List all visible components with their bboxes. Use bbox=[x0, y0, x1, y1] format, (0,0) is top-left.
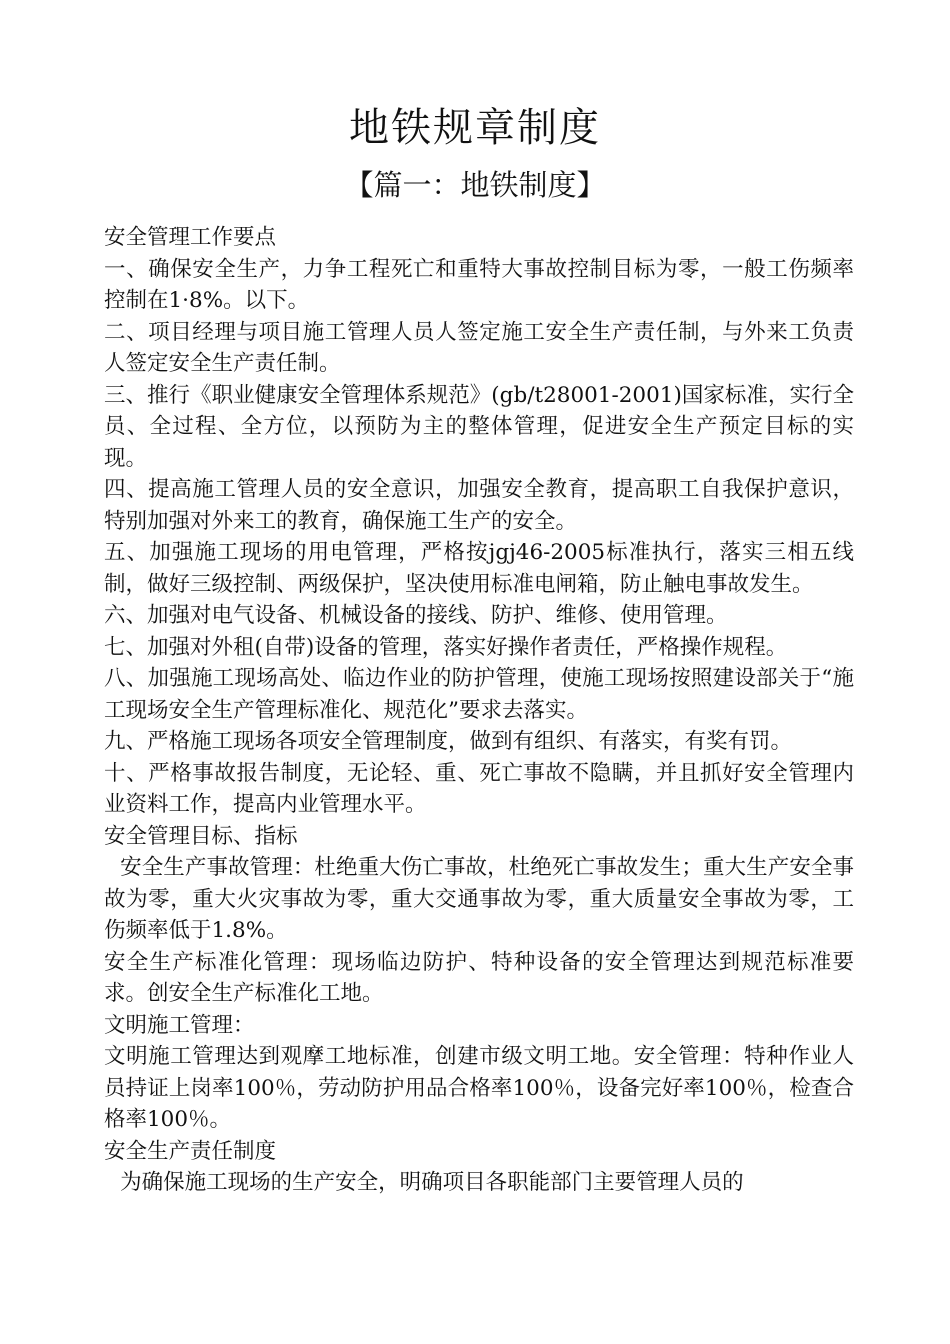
document-body bbox=[104, 222, 854, 1199]
paragraph-item-9: 九、严格施工现场各项安全管理制度，做到有组织、有落实，有奖有罚。 bbox=[104, 729, 793, 754]
paragraph-civilized-construction: 文明施工管理达到观摩工地标准，创建市级文明工地。安全管理：特种作业人员持证上岗率100％，劳动防护用品合格率100％，设备完好率100％，检查合格率100％。 bbox=[104, 1044, 854, 1132]
document-title: 地铁规章制度 bbox=[349, 105, 601, 151]
paragraph-item-8: 八、加强施工现场高处、临边作业的防护管理，使施工现场按照建设部关于“施工现场安全生产管理标准化、规范化”要求去落实。 bbox=[104, 666, 854, 723]
paragraph-responsibility-intro: 为确保施工现场的生产安全，明确项目各职能部门主要管理人员的 bbox=[120, 1170, 744, 1195]
section-heading-safety-targets: 安全管理目标、指标 bbox=[104, 823, 298, 849]
paragraph-item-5: 五、加强施工现场的用电管理，严格按jgj46-2005标准执行，落实三相五线制，做好三级控制、两级保护，坚决使用标准电闸箱，防止触电事故发生。 bbox=[104, 540, 854, 597]
paragraph-accident-management: 安全生产事故管理：杜绝重大伤亡事故，杜绝死亡事故发生；重大生产安全事故为零，重大火灾事故为零，重大交通事故为零，重大质量安全事故为零，工伤频率低于1.8%。 bbox=[104, 855, 854, 943]
paragraph-item-4: 四、提高施工管理人员的安全意识，加强安全教育，提高职工自我保护意识，特别加强对外来工的教育，确保施工生产的安全。 bbox=[104, 477, 854, 534]
section-heading-civilized-construction: 文明施工管理： bbox=[104, 1012, 255, 1038]
paragraph-item-1: 一、确保安全生产，力争工程死亡和重特大事故控制目标为零，一般工伤频率控制在1·8%。以下。 bbox=[104, 256, 854, 313]
section-heading-responsibility-system: 安全生产责任制度 bbox=[104, 1138, 277, 1164]
paragraph-item-6: 六、加强对电气设备、机械设备的接线、防护、维修、使用管理。 bbox=[104, 603, 728, 628]
paragraph-item-10: 十、严格事故报告制度，无论轻、重、死亡事故不隐瞒，并且抓好安全管理内业资料工作，提高内业管理水平。 bbox=[104, 760, 854, 817]
paragraph-item-3: 三、推行《职业健康安全管理体系规范》(gb/t28001-2001)国家标准，实行全员、全过程、全方位，以预防为主的整体管理，促进安全生产预定目标的实现。 bbox=[104, 382, 854, 471]
paragraph-standardization-management: 安全生产标准化管理：现场临边防护、特种设备的安全管理达到规范标准要求。创安全生产标准化工地。 bbox=[104, 949, 854, 1006]
document-subtitle: 【篇一：地铁制度】 bbox=[344, 168, 606, 202]
paragraph-item-2: 二、项目经理与项目施工管理人员人签定施工安全生产责任制，与外来工负责人签定安全生产责任制。 bbox=[104, 319, 854, 376]
paragraph-item-7: 七、加强对外租(自带)设备的管理，落实好操作者责任，严格操作规程。 bbox=[104, 634, 788, 660]
section-heading-safety-key-points: 安全管理工作要点 bbox=[104, 225, 277, 250]
